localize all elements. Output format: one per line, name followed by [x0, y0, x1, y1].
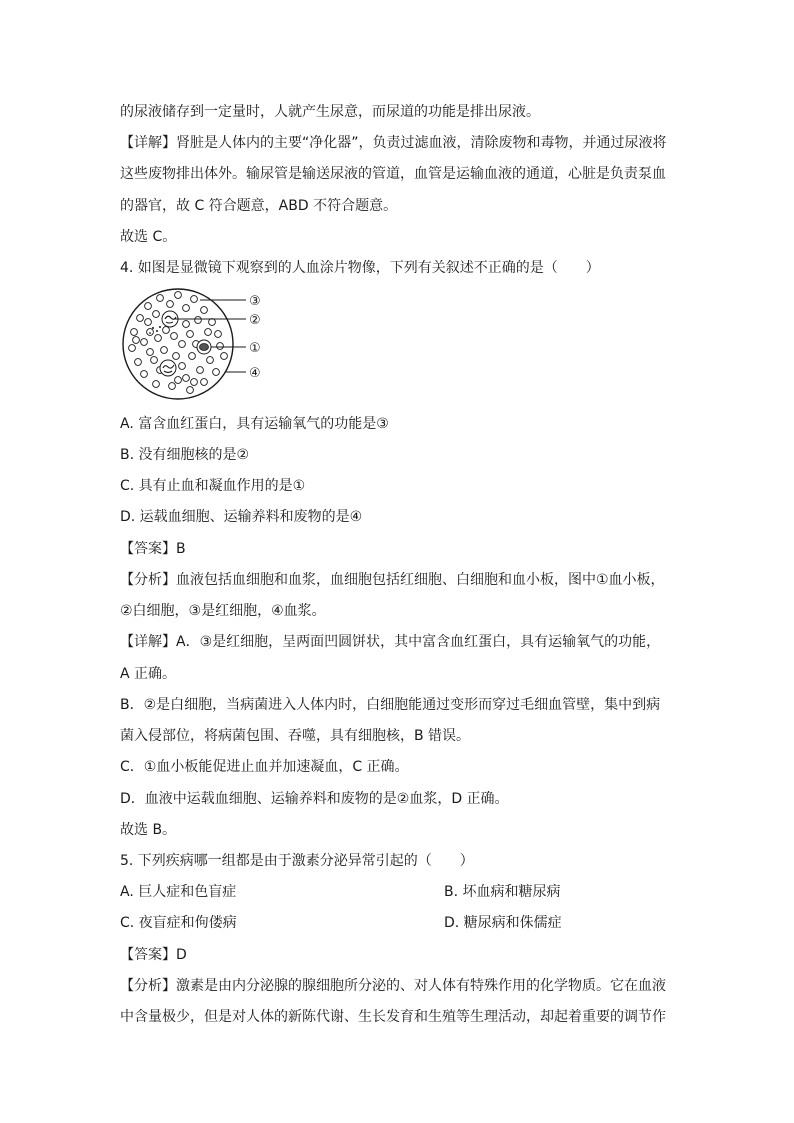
label-1: ①	[249, 341, 261, 356]
text-line: 这些废物排出体外。输尿管是输送尿液的管道，血管是运输血液的通道，心脏是负责泵血	[120, 166, 666, 182]
detail-line: A 正确。	[120, 666, 177, 682]
detail-line: C．①血小板能促进止血并加速凝血，C 正确。	[120, 759, 409, 775]
option-d: D. 糖尿病和侏儒症	[444, 915, 562, 931]
option-a: A. 富含血红蛋白，具有运输氧气的功能是③	[120, 416, 389, 432]
text-line: 的尿液储存到一定量时，人就产生尿意，而尿道的功能是排出尿液。	[120, 104, 540, 120]
analysis-line: 【分析】血液包括血细胞和血浆，血细胞包括红细胞、白细胞和血小板，图中①血小板，	[120, 572, 665, 588]
label-4: ④	[249, 366, 261, 381]
option-a: A. 巨人症和色盲症	[120, 884, 237, 900]
white-blood-cell-bottom	[160, 360, 176, 376]
question-5-stem: 5. 下列疾病哪一组都是由于激素分泌异常引起的（ ）	[120, 853, 474, 869]
answer: 【答案】D	[120, 947, 187, 963]
label-2: ②	[249, 313, 261, 328]
option-c: C. 夜盲症和佝偻病	[120, 915, 237, 931]
option-b: B. 没有细胞核的是②	[120, 447, 250, 463]
option-d: D. 运载血细胞、运输养料和废物的是④	[120, 509, 363, 525]
detail-line: D．血液中运载血细胞、运输养料和废物的是②血浆，D 正确。	[120, 791, 509, 807]
analysis-line: ②白细胞，③是红细胞，④血浆。	[120, 603, 326, 619]
detail-line: 菌入侵部位，将病菌包围、吞噬，具有细胞核，B 错误。	[120, 728, 471, 744]
detail-line: 【详解】A．③是红细胞，呈两面凹圆饼状，其中富含血红蛋白，具有运输氧气的功能，	[120, 634, 661, 650]
microscope-field	[123, 289, 233, 399]
analysis-line: 中含量极少，但是对人体的新陈代谢、生长发育和生殖等生理活动，却起着重要的调节作	[120, 1009, 666, 1025]
text-line: 故选 C。	[120, 229, 177, 245]
blood-smear-figure	[120, 286, 280, 402]
text-line: 【详解】肾脏是人体内的主要“净化器”，负责过滤血液，清除废物和毒物，并通过尿液将	[120, 135, 667, 151]
white-blood-cell-center	[197, 340, 211, 354]
text-line: 的器官，故 C 符合题意，ABD 不符合题意。	[120, 198, 398, 214]
question-4-stem: 4. 如图是显微镜下观察到的人血涂片物像，下列有关叙述不正确的是（ ）	[120, 260, 600, 276]
analysis-line: 【分析】激素是由内分泌腺的腺细胞所分泌的、对人体有特殊作用的化学物质。它在血液	[120, 978, 666, 994]
answer: 【答案】B	[120, 541, 186, 557]
detail-line: 故选 B。	[120, 822, 177, 838]
label-3: ③	[249, 294, 261, 309]
detail-line: B．②是白细胞，当病菌进入人体内时，白细胞能通过变形而穿过毛细血管壁，集中到病	[120, 697, 661, 713]
option-c: C. 具有止血和凝血作用的是①	[120, 478, 306, 494]
option-b: B. 坏血病和糖尿病	[444, 884, 561, 900]
